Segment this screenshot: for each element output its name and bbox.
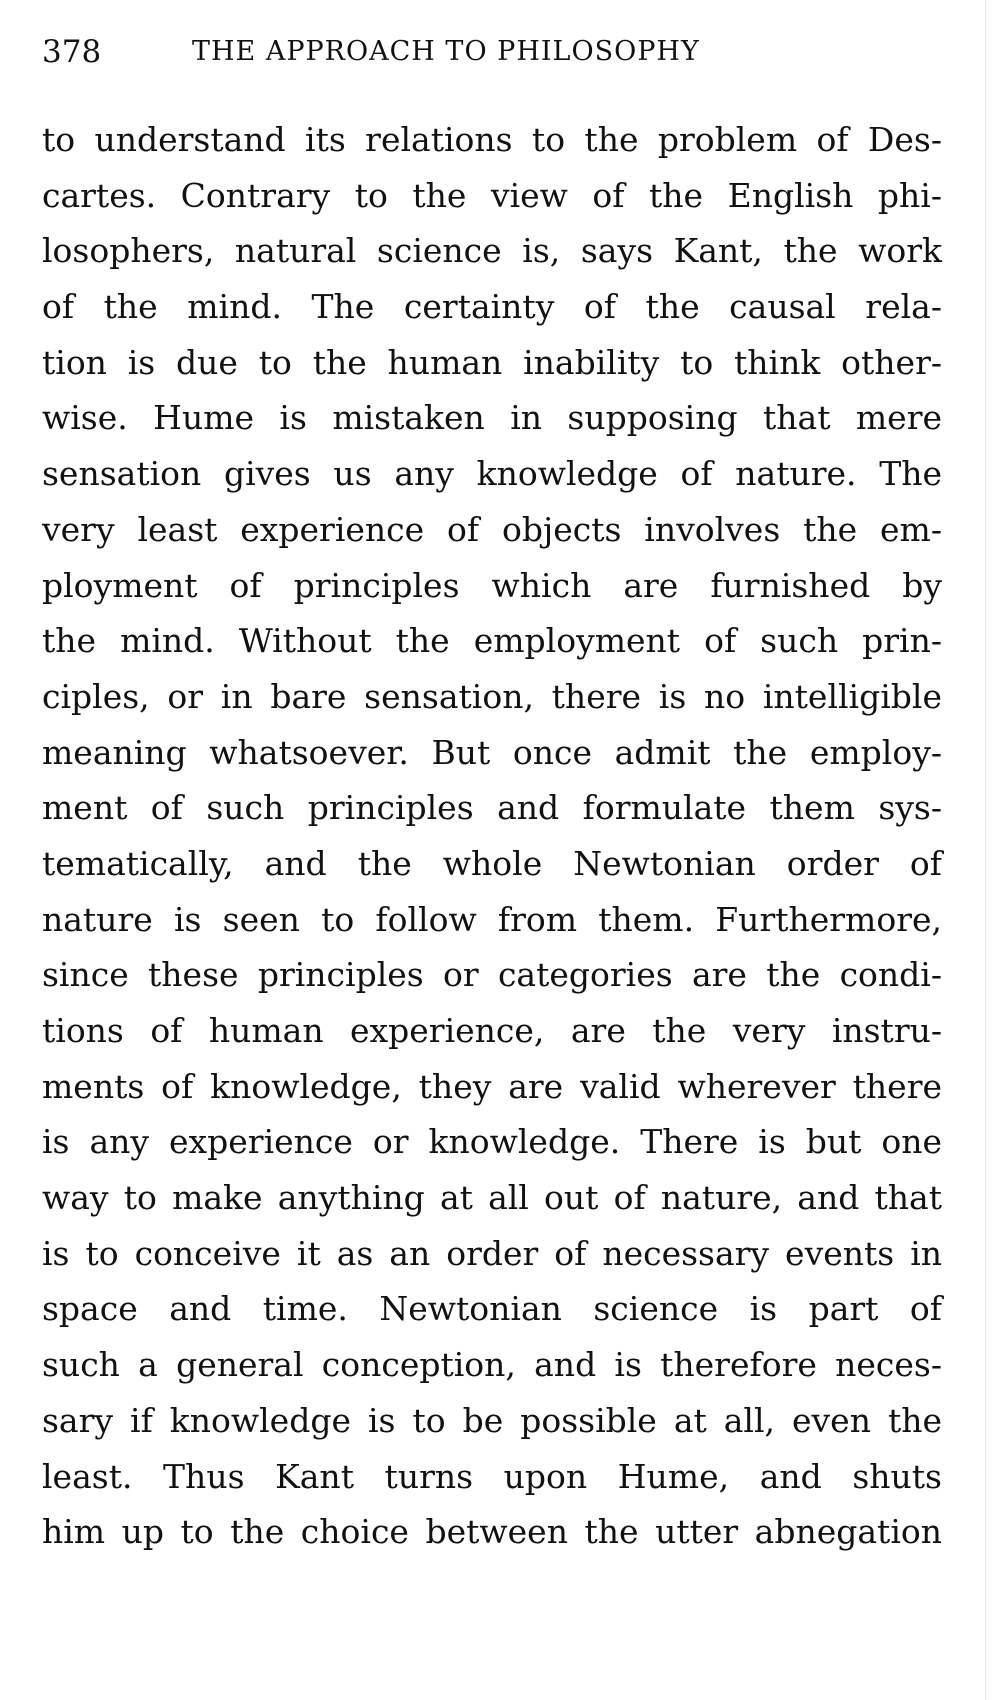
- page-number: 378: [42, 34, 102, 70]
- text-line: is to conceive it as an order of necessary events in: [42, 1233, 942, 1273]
- text-line: sary if knowledge is to be possible at all, even the: [42, 1400, 942, 1440]
- text-line: cartes. Contrary to the view of the English phi-: [42, 175, 942, 215]
- text-line: is any experience or knowledge. There is but one: [42, 1122, 942, 1162]
- body-text: [42, 112, 942, 1560]
- page-edge-line: [985, 0, 986, 1700]
- text-line: wise. Hume is mistaken in supposing that mere: [42, 398, 942, 438]
- text-line: least. Thus Kant turns upon Hume, and shuts: [42, 1456, 942, 1496]
- text-line: ment of such principles and formulate them sys-: [42, 788, 942, 828]
- text-line: him up to the choice between the utter abnegation: [42, 1512, 942, 1552]
- text-line: to understand its relations to the problem of Des-: [42, 120, 942, 159]
- text-line: such a general conception, and is therefore neces-: [42, 1345, 942, 1385]
- text-line: of the mind. The certainty of the causal rela-: [42, 287, 942, 327]
- text-line: tematically, and the whole Newtonian order of: [42, 843, 942, 883]
- text-line: sensation gives us any knowledge of nature. The: [42, 454, 942, 494]
- text-line: very least experience of objects involves the em-: [42, 509, 942, 549]
- text-line: ciples, or in bare sensation, there is no intelligible: [42, 676, 942, 716]
- text-line: meaning whatsoever. But once admit the employ-: [42, 732, 942, 772]
- running-head: [42, 30, 942, 74]
- text-line: way to make anything at all out of nature, and that: [42, 1178, 942, 1218]
- text-line: ments of knowledge, they are valid wherever there: [42, 1066, 942, 1106]
- text-line: since these principles or categories are the condi-: [42, 955, 942, 995]
- text-line: tion is due to the human inability to think other-: [42, 342, 942, 382]
- text-line: ployment of principles which are furnished by: [42, 565, 942, 605]
- text-line: space and time. Newtonian science is part of: [42, 1289, 942, 1329]
- text-line: tions of human experience, are the very instru-: [42, 1011, 942, 1050]
- text-line: the mind. Without the employment of such prin-: [42, 621, 942, 661]
- text-line: nature is seen to follow from them. Furthermore,: [42, 899, 942, 939]
- text-line: losophers, natural science is, says Kant, the work: [42, 231, 942, 271]
- running-head-title: THE APPROACH TO PHILOSOPHY: [192, 36, 700, 67]
